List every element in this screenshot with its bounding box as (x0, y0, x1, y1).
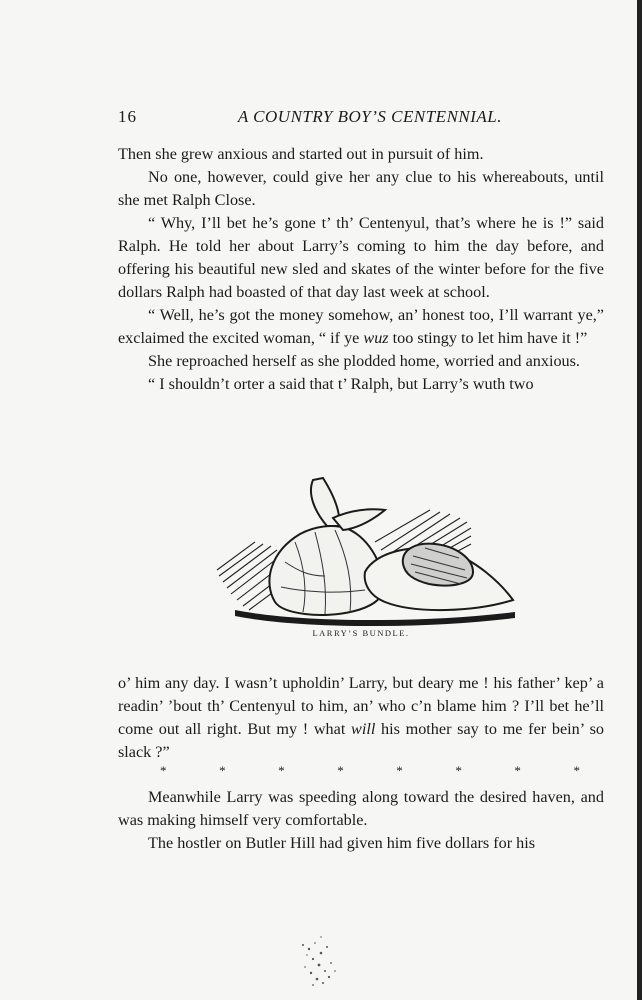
page-header (118, 107, 502, 131)
page-number: 16 (118, 107, 137, 126)
paragraph (118, 304, 604, 350)
paragraph: “ I shouldn’t orter a said that t’ Ralph, but Larry’s wuth two (148, 375, 534, 393)
asterisk: * (278, 763, 285, 778)
page-edge-shadow (637, 0, 642, 1000)
section-break (160, 763, 580, 779)
bundle-illustration (215, 472, 520, 630)
paragraph-text: his mother say to me fer bein’ so slack ?” (118, 720, 604, 761)
paragraph: The hostler on Butler Hill had given him five dollars for his (148, 834, 536, 852)
text-block-final (118, 786, 604, 855)
bundle-knot-right (333, 509, 385, 530)
illustration-caption: LARRY’S BUNDLE. (312, 628, 410, 638)
paragraph-text: o’ him any day. I wasn’t upholdin’ Larry, but deary me ! his father’ kep’ a readin’ ’bout th’ Centenyul to him, an’ who c’n blame him ? I’ll bet he’ll come out all right. But my ! what (118, 674, 604, 738)
emphasis: wuz (363, 329, 389, 347)
paragraph-text: too stingy to let him have it !” (388, 329, 588, 347)
text-block-before-illustration (118, 143, 604, 396)
asterisk: * (160, 763, 167, 778)
paragraph (118, 672, 604, 764)
paragraph: Then she grew anxious and started out in pursuit of him. (118, 145, 484, 163)
paragraph: Meanwhile Larry was speeding along toward the desired haven, and was making himself very comfortable. (118, 788, 604, 829)
asterisk: * (337, 763, 344, 778)
emphasis: will (351, 720, 376, 738)
running-head: A COUNTRY BOY’S CENTENNIAL. (237, 107, 502, 126)
paragraph: No one, however, could give her any clue to his whereabouts, until she met Ralph Close. (118, 168, 604, 209)
paragraph-text: “ Well, he’s got the money somehow, an’ honest too, I’ll warrant ye,” exclaimed the excited woman, “ if ye (118, 306, 604, 347)
ground-shadow (235, 610, 515, 626)
asterisk: * (219, 763, 226, 778)
asterisk: * (573, 763, 580, 778)
paragraph: She reproached herself as she plodded home, worried and anxious. (148, 352, 580, 370)
asterisk: * (396, 763, 403, 778)
smudge-ornament (283, 925, 358, 990)
text-block-after-illustration (118, 672, 604, 764)
paragraph: “ Why, I’ll bet he’s gone t’ th’ Centenyul, that’s where he is !” said Ralph. He told her about Larry’s coming to him the day before, and offering his beautiful new sled and skates of the winter before for the five dollars Ralph had boasted of that day last week at school. (118, 214, 604, 301)
asterisk: * (514, 763, 521, 778)
asterisk: * (455, 763, 462, 778)
